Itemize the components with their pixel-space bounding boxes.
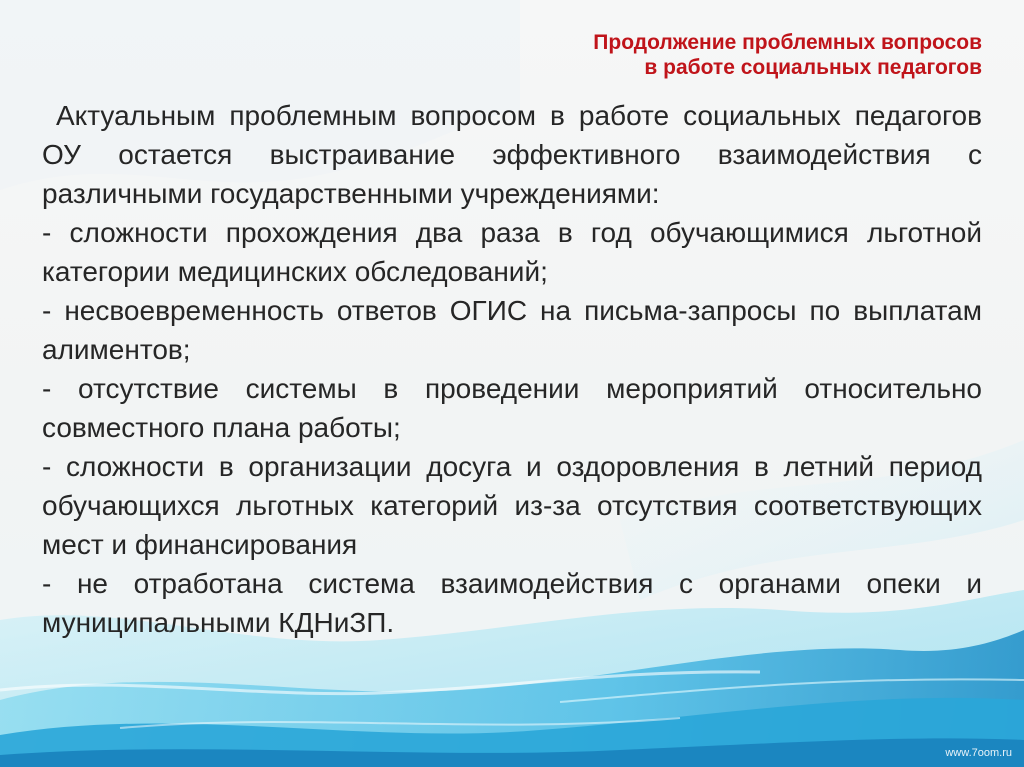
title-line-1: Продолжение проблемных вопросов	[593, 31, 982, 54]
list-item: - отсутствие системы в проведении мероприятий относительно совместного плана работы;	[42, 373, 982, 443]
intro-paragraph: Актуальным проблемным вопросом в работе социальных педагогов ОУ остается выстраивание эффективного взаимодействия с различными государственными учреждениями:	[42, 100, 982, 209]
list-item: - несвоевременность ответов ОГИС на письма-запросы по выплатам алиментов;	[42, 295, 982, 365]
watermark: www.7oom.ru	[945, 747, 1012, 759]
slide-title	[282, 30, 982, 80]
list-item: - сложности прохождения два раза в год обучающимися льготной категории медицинских обследований;	[42, 217, 982, 287]
body-text	[42, 96, 982, 642]
list-item: - сложности в организации досуга и оздоровления в летний период обучающихся льготных категорий из-за отсутствия соответствующих мест и финансирования	[42, 451, 982, 560]
list-item: - не отработана система взаимодействия с органами опеки и муниципальными КДНиЗП.	[42, 568, 982, 638]
title-line-2: в работе социальных педагогов	[644, 56, 982, 79]
